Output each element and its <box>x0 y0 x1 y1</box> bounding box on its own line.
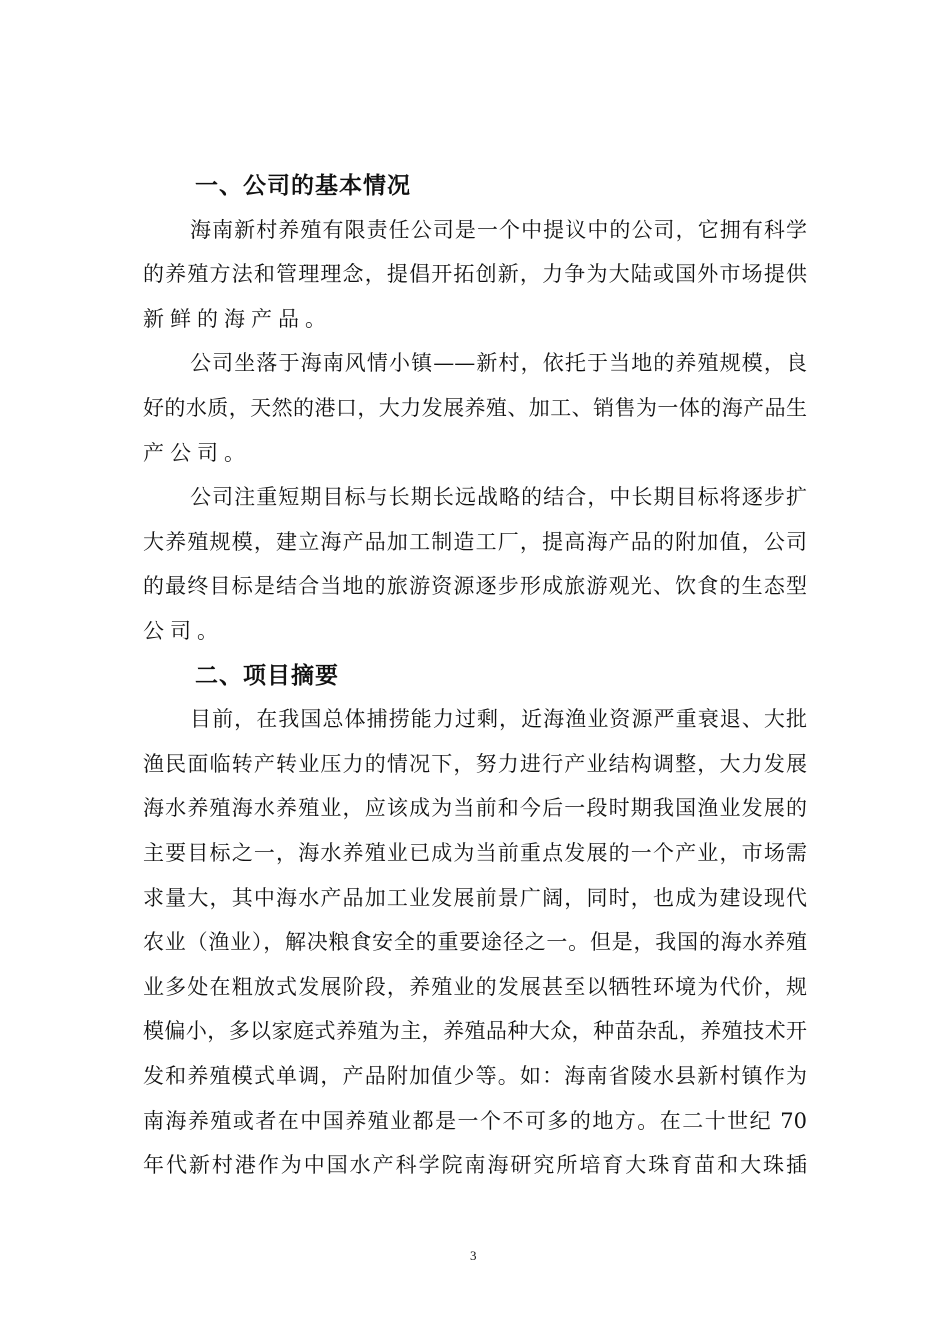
paragraph-line: 公司坐落于海南风情小镇——新村，依托于当地的养殖规模，良 <box>190 351 807 376</box>
paragraph-line: 好的水质，天然的港口，大力发展养殖、加工、销售为一体的海产品生 <box>143 396 807 420</box>
paragraph-line: 模偏小，多以家庭式养殖为主，养殖品种大众，种苗杂乱，养殖技术开 <box>143 1019 807 1044</box>
paragraph-line: 的最终目标是结合当地的旅游资源逐步形成旅游观光、饮食的生态型 <box>143 574 807 599</box>
paragraph-line: 海水养殖海水养殖业，应该成为当前和今后一段时期我国渔业发展的 <box>143 796 807 821</box>
section-heading: 一、公司的基本情况 <box>195 173 411 199</box>
paragraph-line: 年代新村港作为中国水产科学院南海研究所培育大珠育苗和大珠插 <box>143 1153 807 1178</box>
paragraph-line: 的养殖方法和管理理念，提倡开拓创新，力争为大陆或国外市场提供 <box>143 262 807 287</box>
paragraph-line: 农业（渔业），解决粮食安全的重要途径之一。但是，我国的海水养殖 <box>143 930 807 955</box>
paragraph-line: 南海养殖或者在中国养殖业都是一个不可多的地方。在二十世纪 70 <box>143 1108 807 1133</box>
paragraph-line: 主要目标之一，海水养殖业已成为当前重点发展的一个产业，市场需 <box>143 841 807 865</box>
paragraph-line: 公司注重短期目标与长期长远战略的结合，中长期目标将逐步扩 <box>190 485 807 510</box>
paragraph-line: 目前，在我国总体捕捞能力过剩，近海渔业资源严重衰退、大批 <box>190 707 807 732</box>
paragraph-line: 公司。 <box>143 619 224 643</box>
paragraph-line: 大养殖规模，建立海产品加工制造工厂，提高海产品的附加值，公司 <box>143 529 807 554</box>
paragraph-line: 产公司。 <box>143 440 251 465</box>
page-number: 3 <box>470 1248 477 1263</box>
paragraph-line: 发和养殖模式单调，产品附加值少等。如：海南省陵水县新村镇作为 <box>143 1064 807 1088</box>
paragraph-line: 业多处在粗放式发展阶段，养殖业的发展甚至以牺牲环境为代价，规 <box>143 974 807 999</box>
paragraph-line: 渔民面临转产转业压力的情况下，努力进行产业结构调整，大力发展 <box>143 751 807 776</box>
section-heading: 二、项目摘要 <box>195 662 339 689</box>
paragraph-line: 求量大，其中海水产品加工业发展前景广阔，同时，也成为建设现代 <box>143 885 807 910</box>
paragraph-line: 新鲜的海产品。 <box>143 306 332 331</box>
paragraph-line: 海南新村养殖有限责任公司是一个中提议中的公司，它拥有科学 <box>190 217 807 242</box>
